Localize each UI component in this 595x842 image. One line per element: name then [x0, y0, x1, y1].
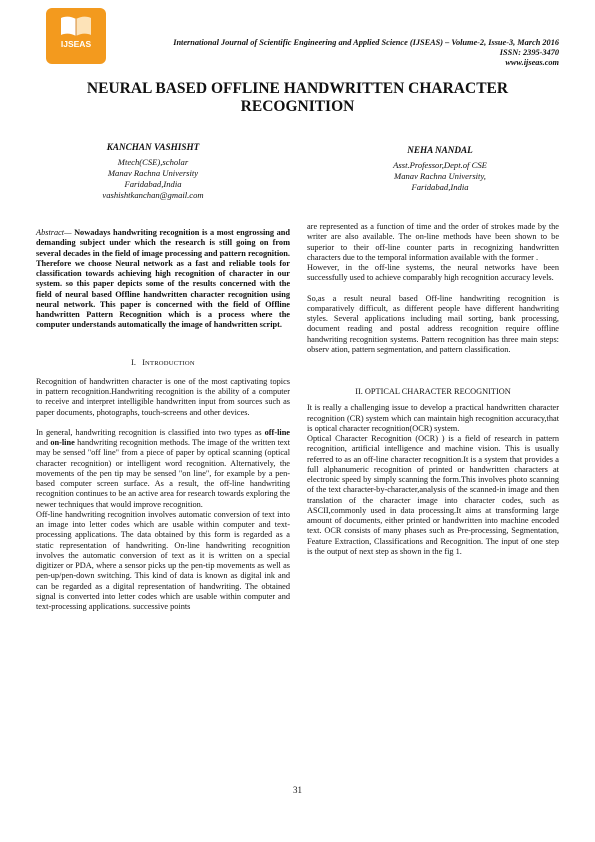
paragraph: Off-line handwriting recognition involves automatic conversion of text into an image into letter codes which are usable within computer and text-processing applications. The data obtained by this form is regarded as a static representation of handwriting. On-line handwriting recognition involves the automatic conversion of text as it is written on a special digitizer or PDA, where a sensor picks up the pen-tip movements as well as pen-up/pen-down switching. This kind of data is known as digital ink and can be regarded as a digital representation of handwriting. The obtained signal is converted into letter codes which are usable within computer and text-processing applications. successive points [36, 509, 290, 611]
paragraph: Optical Character Recognition (OCR) ) is a field of research in pattern recognition, artificial intelligence and machine vision. This is usually referred to as an off-line character recognition.It is a system that provides a full alphanumeric recognition of printed or handwritten characters at electronic speed by simply scanning the form.This involves photo scanning of the text character-by-character,analysis of the scanned-in image and then translation of the character image into character codes, such as ASCII,commonly used in data processing.It aims at transforming large amount of documents, either printed or handwritten into machine encoded text. OCR consists of many phases such as Pre-processing, Segmentation, Feature Extraction, Classifications and Recognition. The input of one step is the output of next step as shown in the fig 1. [307, 434, 559, 556]
journal-logo [46, 8, 106, 64]
paragraph: In general, handwriting recognition is classified into two types as off-line and on-line handwriting recognition methods. The image of the written text may be sensed "off line" from a piece of paper by optical scanning (optical character recognition) or intelligent word recognition. Alternatively, the movements of the pen tip may be sensed "on line", for example by a pen-based computer screen surface. As a result, the off-line handwriting recognition continues to be an active area for research towards exploring the newer techniques that would improve recognition. [36, 427, 291, 509]
logo-text: IJSEAS [60, 39, 92, 49]
paragraph: So,as a result neural based Off-line handwriting recognition is comparatively difficult, as different people have different handwriting styles. Several applications including mail sorting, bank processing, document reading and postal address recognition require offline handwriting recognition systems. Pattern recognition has three main steps: observ ation, pattern segmentation, and pattern classification. [307, 293, 559, 354]
author-affiliation: Manav Rachna University, [394, 171, 486, 181]
author-affiliation: Asst.Professor,Dept.of CSE [393, 160, 487, 170]
author-block [68, 142, 238, 201]
paragraph: However, in the off-line systems, the neural networks have been successfully used to achieve comparably high recognition accuracy levels. [307, 263, 559, 283]
author-email[interactable]: vashishtkanchan@gmail.com [102, 190, 204, 200]
paragraph: It is really a challenging issue to develop a practical handwritten character recognition (CR) system which can maintain high recognition accuracy,that is optical character recognition(OCR) system. [307, 403, 559, 433]
author-name: NEHA NANDAL [407, 145, 473, 155]
author-affiliation: Manav Rachna University [107, 168, 199, 178]
issn: ISSN: 2395-3470 [499, 48, 559, 57]
right-column [307, 222, 559, 557]
author-affiliation: Faridabad,India [124, 179, 182, 189]
abstract-label: Abstract— [36, 228, 72, 237]
paragraph: Recognition of handwritten character is one of the most captivating topics in pattern recognition.Handwriting recognition is the ability of a computer to receive and interpret intelligible handwritten input from sources such as paper documents, photographs, touch-screens and other devices. [36, 376, 290, 417]
paragraph: are represented as a function of time and the order of strokes made by the writer are also available. The on-line methods have been shown to be superior to their off-line counter parts in recognizing handwritten characters due to the temporal information available with the former . [307, 222, 559, 262]
page-number: 31 [293, 785, 302, 795]
abstract-text: Nowadays handwriting recognition is a most engrossing and demanding subject under which the research is still going on from several decades in the field of image processing and pattern recognition. Therefore we choose Neural network as a fast and reliable tools for classification towards achieving high recognition of character in our system. so this paper depicts some of the results concerned with the field of neural based Offline handwritten character recognition using neural network. This paper is concerned with the field of Offline handwritten Pattern Recognition which is a process where the computer understands automatically the image of handwritten script. [36, 228, 290, 330]
section-heading-ocr: II. OPTICAL CHARACTER RECOGNITION [355, 387, 511, 396]
author-name: KANCHAN VASHISHT [106, 142, 200, 152]
journal-website[interactable]: www.ijseas.com [505, 58, 559, 67]
abstract [36, 228, 290, 331]
author-affiliation: Faridabad,India [411, 182, 469, 192]
journal-name: International Journal of Scientific Engineering and Applied Science (IJSEAS) – Volume-2, Issue-3, March 2016 [173, 38, 559, 47]
paper-title: NEURAL BASED OFFLINE HANDWRITTEN CHARACTER RECOGNITION [86, 80, 509, 115]
section-heading-introduction: I. INTRODUCTION [131, 357, 195, 367]
author-affiliation: Mtech(CSE),scholar [117, 157, 189, 167]
author-block [355, 145, 525, 193]
left-column [36, 228, 290, 612]
open-book-icon [59, 15, 93, 37]
